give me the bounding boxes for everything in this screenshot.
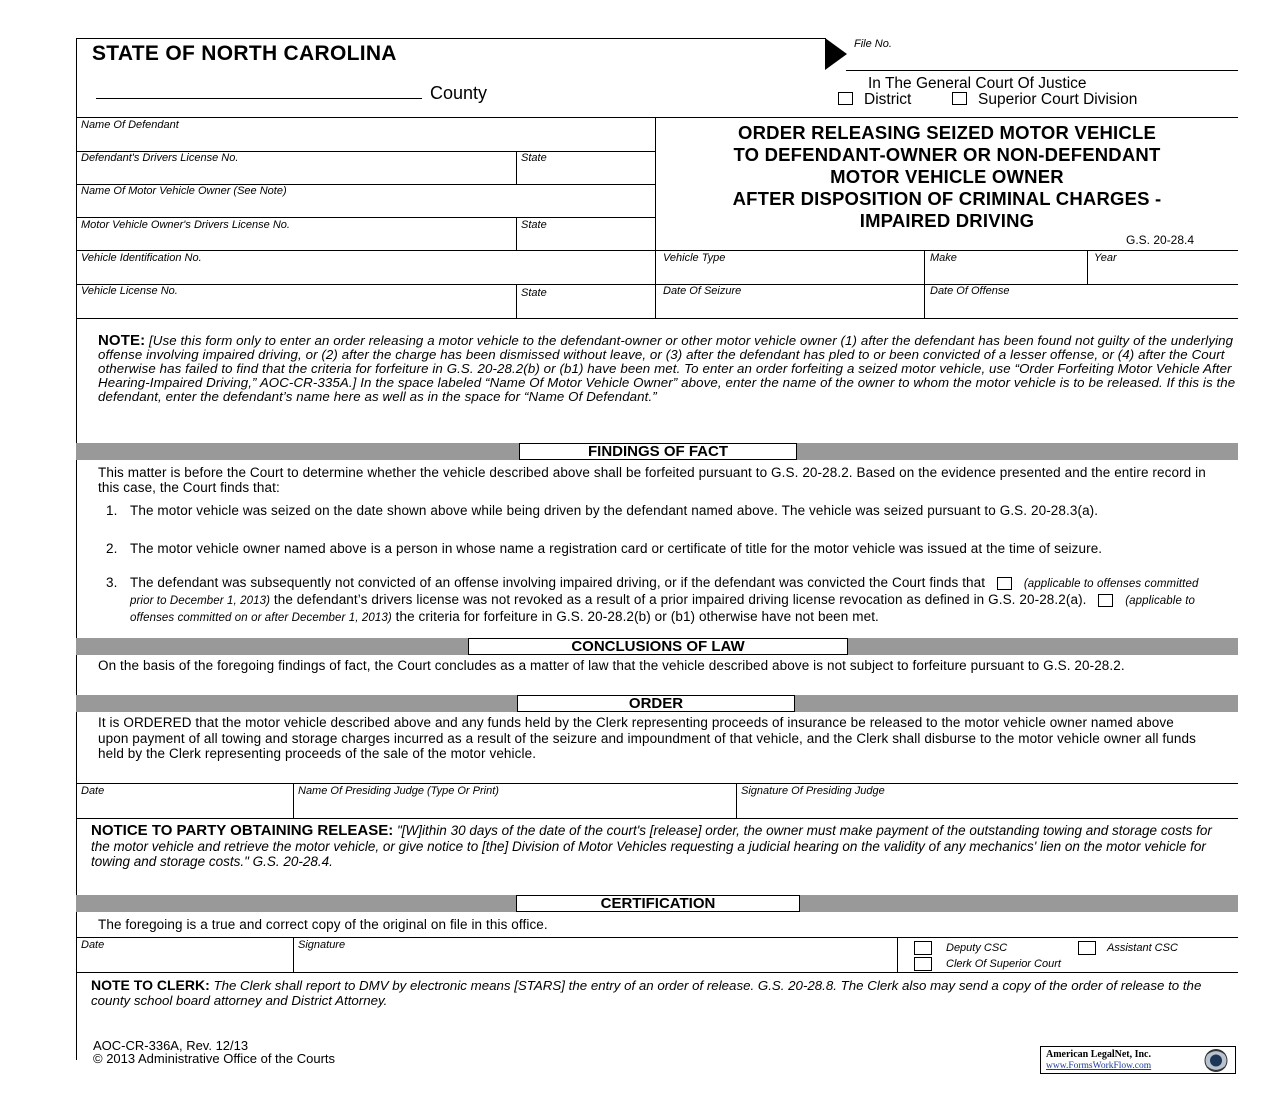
title-line: MOTOR VEHICLE OWNER xyxy=(830,166,1064,187)
title-line: ORDER RELEASING SEIZED MOTOR VEHICLE xyxy=(737,122,1156,143)
owner-dl-field[interactable]: Motor Vehicle Owner's Drivers License No. xyxy=(81,219,290,231)
copyright: © 2013 Administrative Office of the Courts xyxy=(93,1051,336,1066)
findings-heading: FINDINGS OF FACT xyxy=(519,443,797,460)
conclusions-heading: CONCLUSIONS OF LAW xyxy=(468,638,848,655)
brand-badge xyxy=(1040,1046,1236,1074)
grid-line xyxy=(897,937,898,972)
item-number: 3. xyxy=(106,575,118,590)
findings-intro: This matter is before the Court to determine whether the vehicle described above shall be forfeited pursuant to G.S. 20-28.2. Based on the evidence presented and the entire record in this case, the Court finds that: xyxy=(98,465,1206,495)
license-no-field[interactable]: Vehicle License No. xyxy=(81,285,178,297)
grid-line xyxy=(293,783,294,818)
grid-line xyxy=(76,284,1238,285)
assistant-csc-checkbox[interactable] xyxy=(1078,941,1096,955)
clerk-superior-label: Clerk Of Superior Court xyxy=(946,958,1061,970)
title-line: IMPAIRED DRIVING xyxy=(859,210,1035,231)
county-label: County xyxy=(430,83,488,103)
owner-dl-state-field[interactable]: State xyxy=(521,219,547,231)
item-number: 1. xyxy=(106,503,118,518)
vehicle-type-field[interactable]: Vehicle Type xyxy=(663,252,726,264)
grid-line xyxy=(76,783,1238,784)
title-line: AFTER DISPOSITION OF CRIMINAL CHARGES - xyxy=(732,188,1162,209)
date-of-seizure-field[interactable]: Date Of Seizure xyxy=(663,285,742,297)
court-line: In The General Court Of Justice xyxy=(868,75,1087,92)
item-number: 2. xyxy=(106,541,118,556)
deputy-csc-checkbox[interactable] xyxy=(914,941,932,955)
notice-block xyxy=(91,823,1226,870)
defendant-dl-field[interactable]: Defendant's Drivers License No. xyxy=(81,152,239,164)
certification-text: The foregoing is a true and correct copy of the original on file in this office. xyxy=(98,917,548,932)
district-checkbox[interactable] xyxy=(838,92,853,105)
state-title: STATE OF NORTH CAROLINA xyxy=(92,42,397,65)
grid-line xyxy=(76,972,1238,973)
clerk-superior-checkbox[interactable] xyxy=(914,957,932,971)
cert-date-field[interactable]: Date xyxy=(81,939,105,951)
order-text: It is ORDERED that the motor vehicle described above and any funds held by the Clerk representing proceeds of insurance be released to the motor vehicle owner named above upon payment of all towing and storage charges incurred as a result of the seizure and impoundment of that vehicle, and the Clerk shall disburse to the motor vehicle owner all funds held by the Clerk representing proceeds of the sale of the motor vehicle. xyxy=(98,715,1196,761)
certification-bar xyxy=(76,895,1238,912)
clerk-note-label: NOTE TO CLERK: xyxy=(91,977,210,993)
judge-signature-field[interactable]: Signature Of Presiding Judge xyxy=(741,785,885,797)
item3-post-note: (applicable to offenses committed on or after December 1, 2013) xyxy=(130,595,1196,624)
year-field[interactable]: Year xyxy=(1094,252,1117,264)
notice-text: "[W]ithin 30 days of the date of the court's [release] order, the owner must make payment of the outstanding towing and storage costs for the motor vehicle and retrieve the motor vehicle, or give notice to [the] Division of Motor Vehicles requesting a judicial hearing on the validity of any mechanics' lien on the motor vehicle for towing and storage costs." G.S. 20-28.4. xyxy=(91,823,1212,869)
license-state-field[interactable]: State xyxy=(521,287,547,299)
note-block xyxy=(98,334,1238,404)
form xyxy=(76,38,1238,1071)
superior-label: Superior Court Division xyxy=(978,91,1138,108)
title-line: TO DEFENDANT-OWNER OR NON-DEFENDANT xyxy=(733,144,1161,165)
brand-name: American LegalNet, Inc. xyxy=(1046,1049,1151,1060)
notice-label: NOTICE TO PARTY OBTAINING RELEASE: xyxy=(91,822,394,839)
grid-line xyxy=(736,783,737,818)
order-heading: ORDER xyxy=(517,695,795,712)
file-no-label: File No. xyxy=(854,38,892,50)
grid-line xyxy=(76,818,1238,819)
grid-line xyxy=(293,937,294,972)
note-text: [Use this form only to enter an order releasing a motor vehicle to the defendant-owner or other motor vehicle owner (1) after the defendant has been found not guilty of the underlying offense involving impaired driving, or (2) after the charge has been dismissed without leave, or (3) after the defendant has pled to or been convicted of a lesser offense, or (4) after the Court otherwise has failed to find that the criteria for forfeiture in G.S. 20-28.2(b) or (b1) have been met. To enter an order forfeiting a seized motor vehicle, use “Order Forfeiting Motor Vehicle After Hearing-Impaired Driving,” AOC-CR-335A.] In the space labeled “Name Of Motor Vehicle Owner” above, enter the name of the owner to whom the motor vehicle is to be released. If this is the defendant, enter the defendant’s name here as well as in the space for “Name Of Defendant.” xyxy=(98,333,1236,404)
top-border xyxy=(76,38,826,39)
cert-signature-field[interactable]: Signature xyxy=(298,939,346,951)
certification-heading: CERTIFICATION xyxy=(516,895,800,912)
date-of-offense-field[interactable]: Date Of Offense xyxy=(930,285,1010,297)
item3-text: the criteria for forfeiture in G.S. 20-28.2(b) or (b1) otherwise have not been met. xyxy=(395,609,879,624)
grid-line xyxy=(76,250,1238,251)
brand-logo-icon xyxy=(1199,1048,1233,1073)
grid-line xyxy=(76,318,1238,319)
grid-line xyxy=(516,217,517,250)
file-no-arrow-icon xyxy=(825,38,847,70)
clerk-note-block xyxy=(91,978,1221,1008)
judge-name-field[interactable]: Name Of Presiding Judge (Type Or Print) xyxy=(298,785,499,797)
item3-text: the defendant’s drivers license was not revoked as a result of a prior impaired driving license revocation as defined in G.S. 20-28.2(a). xyxy=(273,592,1087,607)
file-no-line xyxy=(846,70,1238,71)
grid-line xyxy=(76,117,1238,118)
post-2013-checkbox[interactable] xyxy=(1098,594,1113,607)
district-label: District xyxy=(864,91,912,108)
grid-line xyxy=(516,151,517,184)
form-title xyxy=(656,122,1238,232)
finding-item-2: The motor vehicle owner named above is a person in whose name a registration card or certificate of title for the motor vehicle was issued at the time of seizure. xyxy=(130,541,1103,556)
finding-item-1: The motor vehicle was seized on the date shown above while being driven by the defendant named above. The vehicle was seized pursuant to G.S. 20-28.3(a). xyxy=(130,503,1099,518)
superior-checkbox[interactable] xyxy=(952,92,967,105)
county-line[interactable] xyxy=(96,98,422,99)
order-date-field[interactable]: Date xyxy=(81,785,105,797)
order-bar xyxy=(76,695,1238,712)
assistant-csc-label: Assistant CSC xyxy=(1107,942,1178,954)
pre-2013-checkbox[interactable] xyxy=(997,577,1012,590)
grid-line xyxy=(76,937,1238,938)
grid-line xyxy=(1087,250,1088,284)
conclusions-bar xyxy=(76,638,1238,655)
vin-field[interactable]: Vehicle Identification No. xyxy=(81,252,202,264)
form-number: AOC-CR-336A, Rev. 12/13 xyxy=(93,1038,249,1053)
findings-bar xyxy=(76,443,1238,460)
brand-url[interactable]: www.FormsWorkFlow.com xyxy=(1046,1061,1152,1071)
item3-text: The defendant was subsequently not convicted of an offense involving impaired driving, or if the defendant was convicted the Court finds that xyxy=(130,575,986,590)
clerk-note-text: The Clerk shall report to DMV by electronic means [STARS] the entry of an order of release. G.S. 20-28.8. The Clerk also may send a copy of the order of release to the county school board attorney and District Attorney. xyxy=(91,978,1202,1008)
grid-line xyxy=(516,284,517,318)
finding-item-3 xyxy=(130,575,1225,626)
defendant-name-field[interactable]: Name Of Defendant xyxy=(81,119,179,131)
note-label: NOTE: xyxy=(98,332,146,349)
owner-name-field[interactable]: Name Of Motor Vehicle Owner (See Note) xyxy=(81,185,287,197)
grid-line xyxy=(76,217,655,218)
defendant-dl-state-field[interactable]: State xyxy=(521,152,547,164)
make-field[interactable]: Make xyxy=(930,252,957,264)
conclusions-text: On the basis of the foregoing findings of fact, the Court concludes as a matter of law that the vehicle described above is not subject to forfeiture pursuant to G.S. 20-28.2. xyxy=(98,658,1125,673)
title-statute: G.S. 20-28.4 xyxy=(1126,233,1195,247)
deputy-csc-label: Deputy CSC xyxy=(946,942,1008,954)
item3-pre-note: (applicable to offenses committed prior to December 1, 2013) xyxy=(130,578,1199,607)
